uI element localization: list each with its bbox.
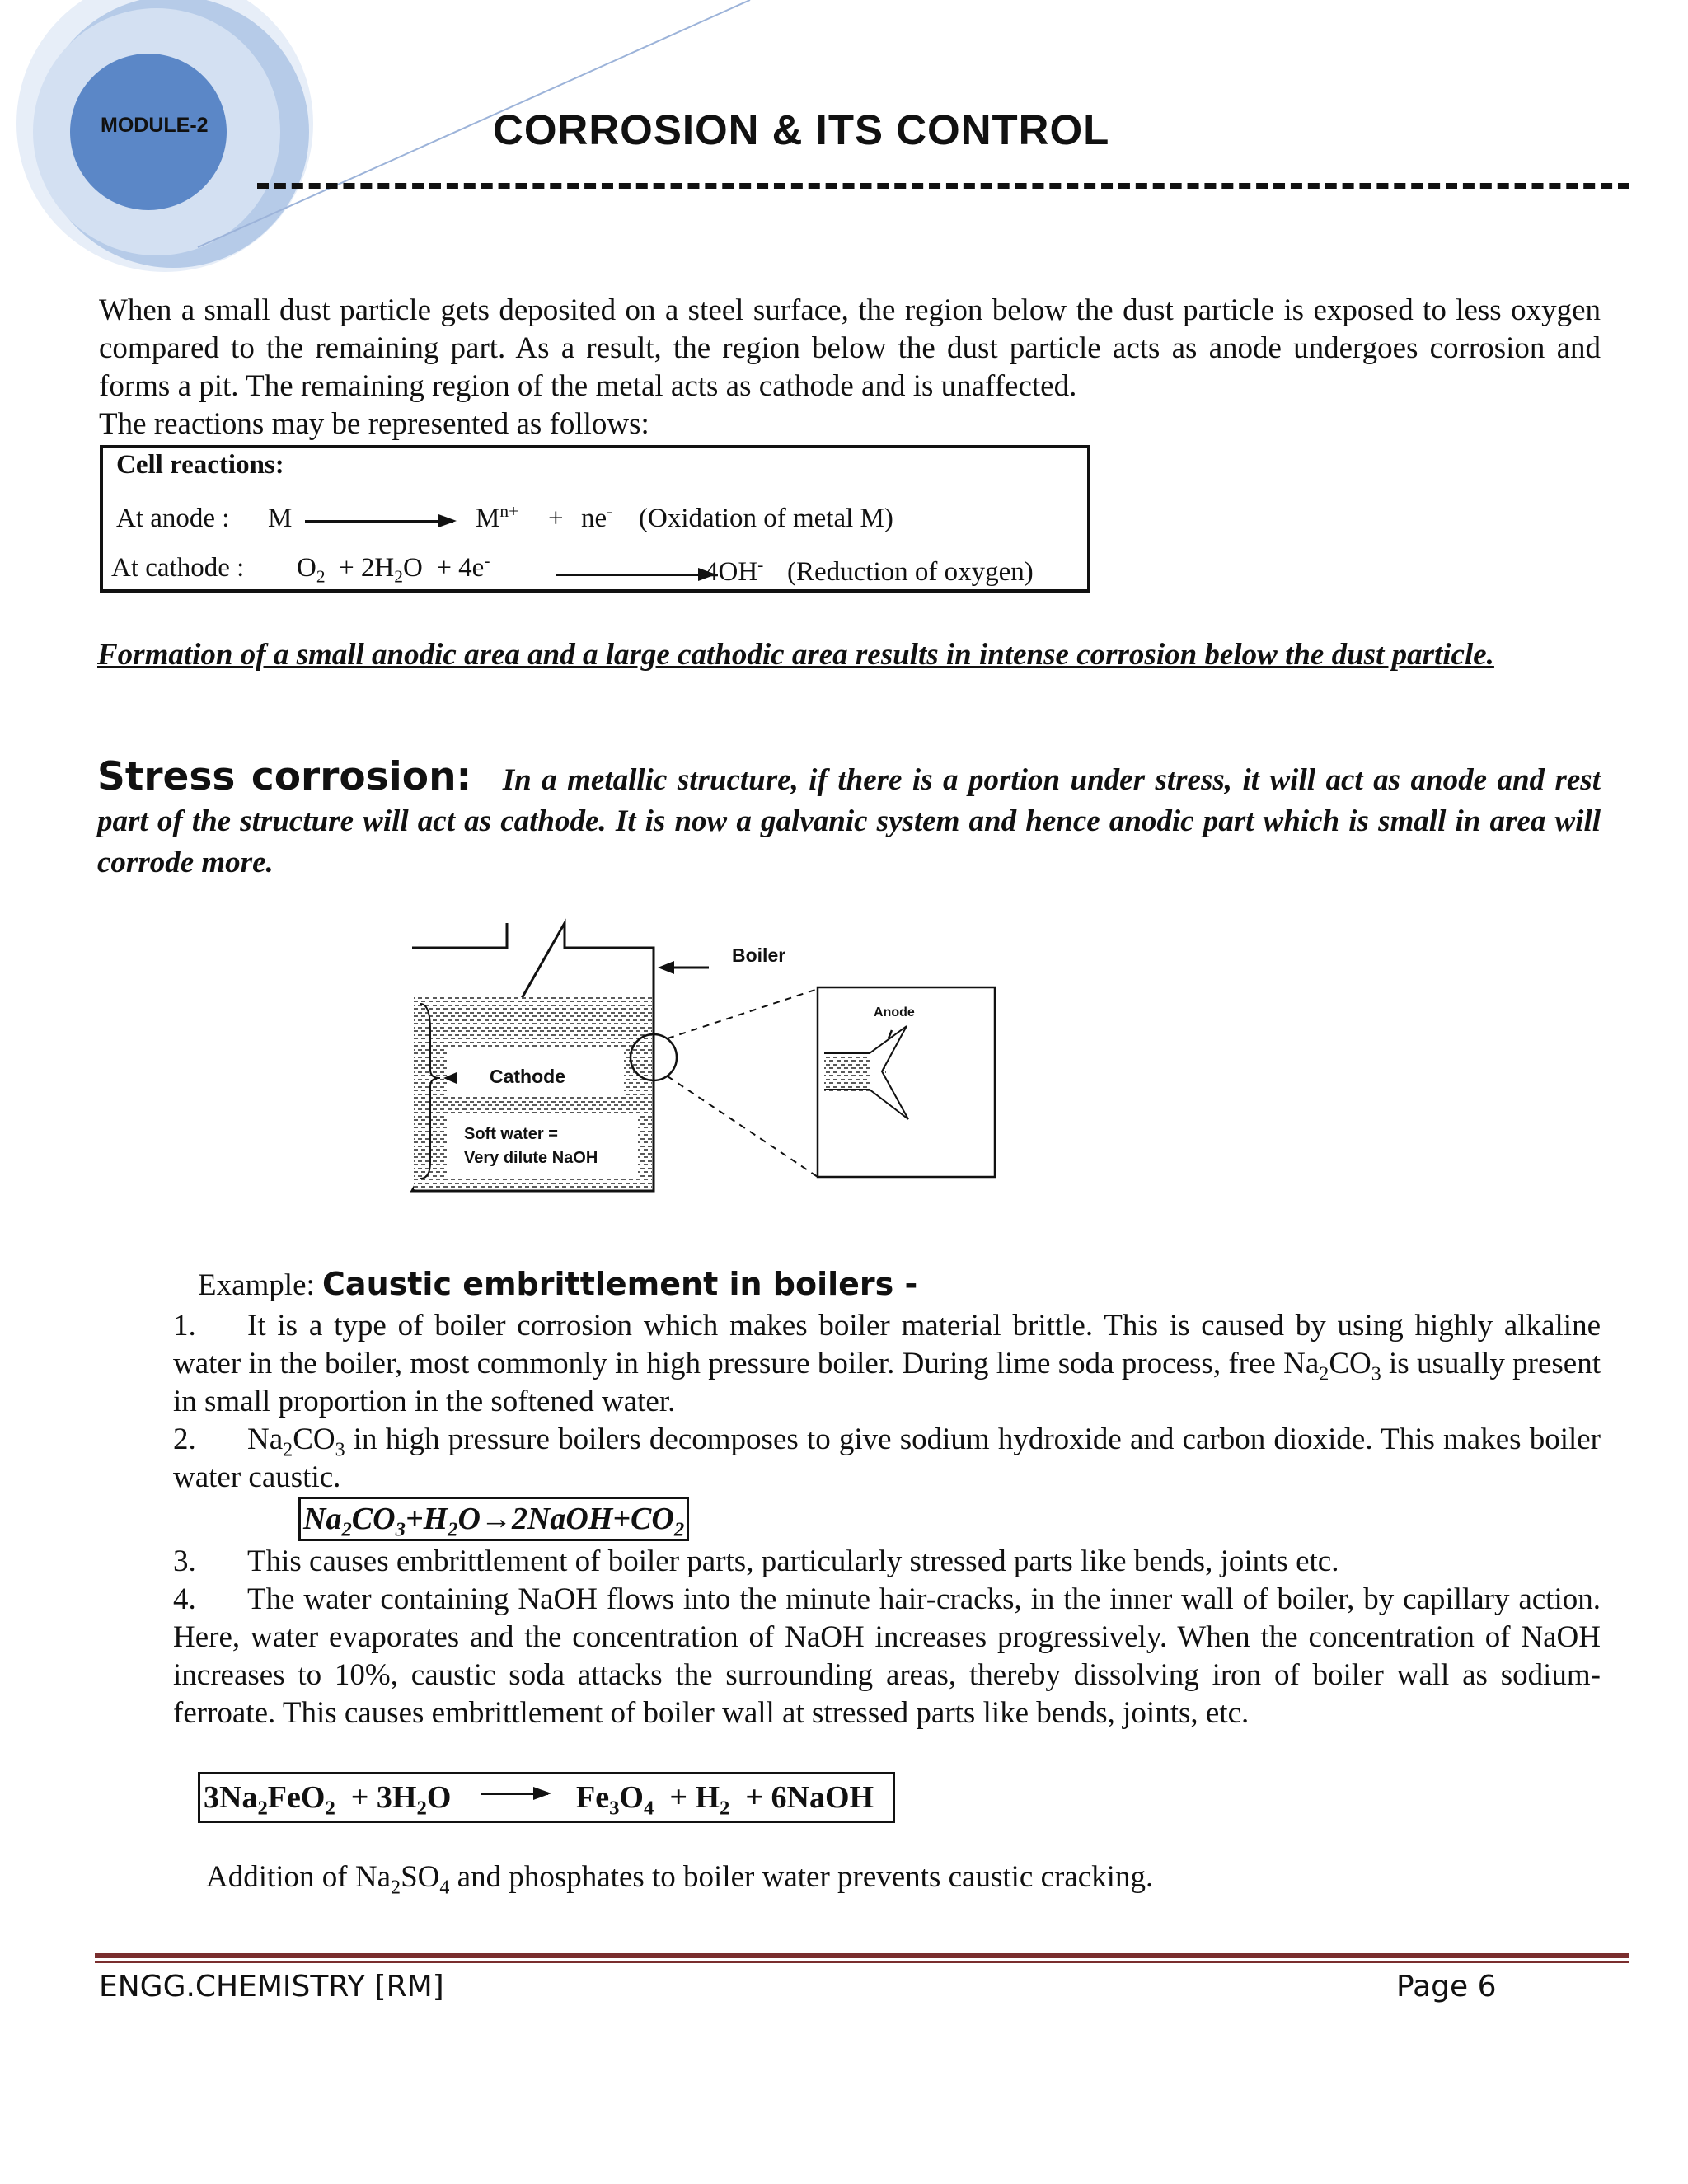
- ferroate-reactants: $3Na_2FeO_2 + 3H_2O$: [204, 1780, 452, 1820]
- footer-rule-thin: [95, 1961, 1629, 1963]
- cathode-arrow: [556, 574, 713, 576]
- module-label: MODULE-2: [101, 114, 209, 137]
- item-1-tail: is usually present in small proportion in the softened water.: [173, 1347, 1601, 1418]
- item-1-text: It is a type of boiler corrosion which makes boiler material brittle. This is caused by using highly alkaline water in the boiler, most commonly in high pressure boiler. During lime soda process, free: [173, 1309, 1601, 1380]
- anode-product: $M^{n+}$: [476, 501, 519, 533]
- item-4: [173, 1581, 1601, 1732]
- stress-corrosion-heading: Stress corrosion:: [97, 754, 472, 799]
- example-line: [198, 1266, 917, 1303]
- cell-reactions-title: Cell reactions:: [116, 450, 284, 480]
- item-2-text: in high pressure boilers decomposes to give sodium hydroxide and carbon dioxide. This makes boiler water caustic.: [173, 1422, 1601, 1494]
- caustic-heading: Caustic embrittlement in boilers -: [322, 1266, 918, 1302]
- item-3: [173, 1543, 1601, 1581]
- item-1-number: 1.: [173, 1309, 196, 1343]
- item-4-text: The water containing NaOH flows into the minute hair-cracks, in the inner wall of boiler, by capillary action. Here, water evaporates and the concentration of NaOH increases progressively. When the concentration of NaOH increases to 10%, caustic soda attacks the surrounding areas, thereby dissolving iron of boiler wall as sodium-ferroate. This causes embrittlement of boiler wall at stressed parts like bends, joints, etc.: [173, 1582, 1601, 1730]
- cathode-product: 4OH-: [705, 555, 764, 587]
- zoom-line-bottom: [668, 1076, 818, 1177]
- footer-rule: [95, 1953, 1629, 1958]
- intro-paragraph: When a small dust particle gets deposited on a steel surface, the region below the dust particle is exposed to less oxygen compared to the remaining part. As a result, the region below the dust particle acts as anode undergoes corrosion and forms a pit. The remaining region of the metal acts as cathode and is unaffected.: [99, 293, 1601, 403]
- item-2: 2. $Na_2CO_3$ in high pressure boilers decomposes to give sodium hydroxide and carbon dioxide. This makes boiler water caustic.: [173, 1422, 1601, 1494]
- footer-left: ENGG.CHEMISTRY [RM]: [99, 1970, 444, 2004]
- reactions-intro: The reactions may be represented as follows:: [99, 407, 649, 441]
- decomposition-equation: $Na_2CO_3+H_2O\to 2NaOH+CO_2$: [298, 1497, 689, 1541]
- item-2-number: 2.: [173, 1422, 196, 1456]
- water-label-bg: [447, 1113, 638, 1179]
- ferroate-equation: [198, 1772, 895, 1823]
- anode-reactant: M: [268, 504, 293, 533]
- example-prefix: Example:: [198, 1268, 315, 1302]
- anode-plus: +: [548, 504, 564, 533]
- stress-corrosion-paragraph: [97, 754, 1601, 883]
- anode-diagram-label: Anode: [874, 1005, 915, 1019]
- cathode-reactants: $O_2 + 2H_2O + 4e^-$: [297, 551, 490, 587]
- header-dashed-rule: [257, 183, 1629, 189]
- item-4-number: 4.: [173, 1582, 196, 1616]
- addition-line: Addition of $Na_2SO_4$ and phosphates to boiler water prevents caustic cracking.: [206, 1860, 1154, 1899]
- cell-reactions-box: [100, 445, 1090, 593]
- ferroate-products: $Fe_3O_4 + H_2$ + 6NaOH: [576, 1780, 874, 1820]
- zoom-line-top: [668, 989, 818, 1038]
- formation-statement: Formation of a small anodic area and a large cathodic area results in intense corrosion below the dust particle.: [97, 638, 1494, 672]
- stress-corrosion-text: In a metallic structure, if there is a portion under stress, it will act as anode and rest part of the structure will act as cathode. It is now a galvanic system and hence anodic part which is small in area will corrode more.: [97, 763, 1601, 879]
- anode-label: At anode :: [116, 504, 230, 533]
- anode-arrow: [305, 520, 453, 523]
- boiler-label: Boiler: [732, 944, 786, 966]
- water-label-line1: Soft water =: [464, 1125, 558, 1143]
- cathode-label: At cathode :: [111, 553, 245, 583]
- item-3-number: 3.: [173, 1544, 196, 1578]
- water-label-line2: Very dilute NaOH: [464, 1149, 598, 1167]
- cathode-note: (Reduction of oxygen): [787, 557, 1034, 587]
- item-1: 1. It is a type of boiler corrosion which makes boiler material brittle. This is caused by using highly alkaline water in the boiler, most commonly in high pressure boiler. During lime soda process, free $Na_2CO_3$ is usually present in small proportion in the softened water.: [173, 1309, 1601, 1418]
- page-title: CORROSION & ITS CONTROL: [493, 106, 1110, 153]
- cathode-diagram-label: Cathode: [490, 1066, 565, 1087]
- boiler-pointer-head: [658, 961, 674, 974]
- anode-note: (Oxidation of metal M): [639, 504, 893, 533]
- ferroate-arrow: [481, 1793, 548, 1795]
- page-number: Page 6: [1396, 1970, 1497, 2004]
- crack-water: [824, 1057, 870, 1088]
- item-3-text: This causes embrittlement of boiler parts, particularly stressed parts like bends, joints etc.: [247, 1544, 1339, 1578]
- anode-electron: ne-: [581, 501, 613, 533]
